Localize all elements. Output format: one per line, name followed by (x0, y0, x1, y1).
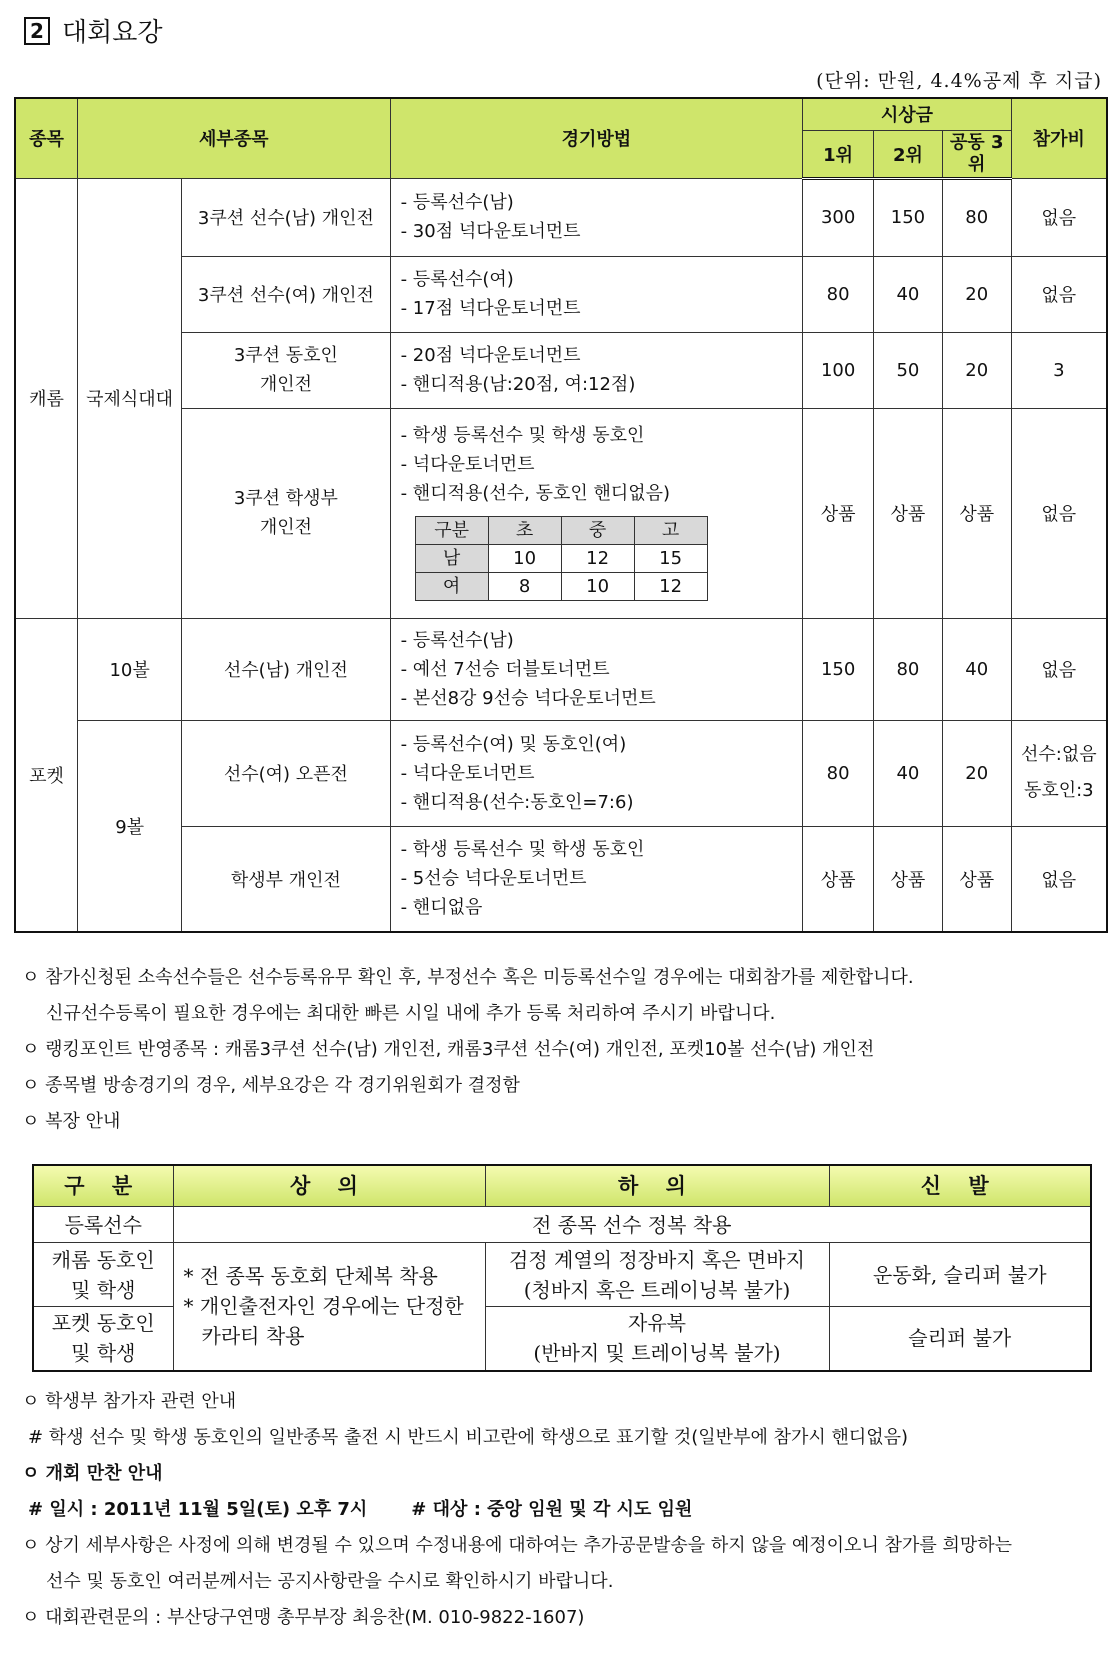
fee: 선수:없음 동호인:3 (1011, 720, 1107, 826)
header-second: 2위 (874, 130, 943, 178)
prize-1: 80 (803, 256, 874, 332)
unit-note: (단위: 만원, 4.4%공제 후 지급) (816, 70, 1102, 92)
notes-block-2 (22, 1384, 1012, 1636)
method-cell: - 학생 등록선수 및 학생 동호인 - 넉다운토너먼트 - 핸디적용(선수, 동호인 핸디없음) 구분 초 중 고 남 10 12 15 여 8 10 12 (390, 408, 803, 618)
prize-2: 40 (874, 256, 943, 332)
method-cell: - 등록선수(여) 및 동호인(여) - 넉다운토너먼트 - 핸디적용(선수:동호인=7:6) (390, 720, 803, 826)
sub-event-name: 3쿠션 학생부 개인전 (182, 408, 390, 618)
prize-1: 150 (803, 618, 874, 720)
method-cell: - 등록선수(여) - 17점 넉다운토너먼트 (390, 256, 803, 332)
dress-code-table (32, 1164, 1092, 1372)
prize-3: 20 (942, 332, 1011, 408)
fee: 없음 (1011, 826, 1107, 932)
note-line: ㅇ 랭킹포인트 반영종목 : 캐롬3쿠션 선수(남) 개인전, 캐롬3쿠션 선수(여) 개인전, 포켓10볼 선수(남) 개인전 (22, 1039, 875, 1060)
prize-2: 상품 (874, 408, 943, 618)
note-line: ㅇ 참가신청된 소속선수들은 선수등록유무 확인 후, 부정선수 혹은 미등록선수일 경우에는 대회참가를 제한합니다. (22, 967, 914, 988)
header-method: 경기방법 (390, 98, 803, 178)
sub-group-carom: 국제식대대 (78, 178, 182, 618)
sub-event-name: 3쿠션 선수(여) 개인전 (182, 256, 390, 332)
note-line: # 일시 : 2011년 11월 5일(토) 오후 7시 # 대상 : 중앙 임원 및 각 시도 임원 (28, 1499, 693, 1520)
prize-2: 50 (874, 332, 943, 408)
dress-header-bottom: 하 의 (485, 1165, 829, 1207)
sub-event-name: 선수(남) 개인전 (182, 618, 390, 720)
fee: 3 (1011, 332, 1107, 408)
method-cell: - 등록선수(남) - 예선 7선승 더블토너먼트 - 본선8강 9선승 넉다운토너먼트 (390, 618, 803, 720)
prize-1: 300 (803, 178, 874, 256)
event-pocket: 포켓 (15, 618, 78, 932)
sub-event-name: 선수(여) 오픈전 (182, 720, 390, 826)
dress-registered-rule: 전 종목 선수 정복 착용 (173, 1207, 1091, 1243)
prize-1: 100 (803, 332, 874, 408)
note-line: 선수 및 동호인 여러분께서는 공지사항란을 수시로 확인하시기 바랍니다. (46, 1571, 614, 1592)
header-third: 공동 3위 (942, 130, 1011, 178)
dress-registered-label: 등록선수 (33, 1207, 173, 1243)
note-line: ㅇ 학생부 참가자 관련 안내 (22, 1391, 237, 1412)
notes-block-1 (22, 960, 914, 1140)
method-cell: - 학생 등록선수 및 학생 동호인 - 5선승 넉다운토너먼트 - 핸디없음 (390, 826, 803, 932)
header-sub-event: 세부종목 (78, 98, 391, 178)
dress-carom-label: 캐롬 동호인 및 학생 (33, 1243, 173, 1307)
header-event: 종목 (15, 98, 78, 178)
dress-header-category: 구 분 (33, 1165, 173, 1207)
prize-2: 150 (874, 178, 943, 256)
prize-table (14, 97, 1108, 933)
prize-3: 40 (942, 618, 1011, 720)
dress-carom-shoes: 운동화, 슬리퍼 불가 (829, 1243, 1091, 1307)
dress-carom-bottom: 검정 계열의 정장바지 혹은 면바지 (청바지 혹은 트레이닝복 불가) (485, 1243, 829, 1307)
prize-1: 상품 (803, 408, 874, 618)
fee: 없음 (1011, 618, 1107, 720)
table-row (15, 618, 1107, 720)
note-line: ㅇ 종목별 방송경기의 경우, 세부요강은 각 경기위원회가 결정함 (22, 1075, 520, 1096)
dress-header-top: 상 의 (173, 1165, 485, 1207)
note-line: ㅇ 대회관련문의 : 부산당구연맹 총무부장 최응찬(M. 010-9822-1607) (22, 1607, 585, 1628)
table-row (15, 720, 1107, 826)
sub-event-name: 학생부 개인전 (182, 826, 390, 932)
note-line: 신규선수등록이 필요한 경우에는 최대한 빠른 시일 내에 추가 등록 처리하여 주시기 바랍니다. (46, 1003, 776, 1024)
fee: 없음 (1011, 408, 1107, 618)
sub-group-10ball: 10볼 (78, 618, 182, 720)
prize-2: 상품 (874, 826, 943, 932)
sub-group-9ball: 9볼 (78, 720, 182, 932)
note-line: # 학생 선수 및 학생 동호인의 일반종목 출전 시 반드시 비고란에 학생으로 표기할 것(일반부에 참가시 핸디없음) (28, 1427, 909, 1448)
prize-2: 40 (874, 720, 943, 826)
section-title (24, 12, 162, 49)
dress-pocket-shoes: 슬리퍼 불가 (829, 1307, 1091, 1371)
note-line: ㅇ 복장 안내 (22, 1111, 121, 1132)
sub-event-name: 3쿠션 선수(남) 개인전 (182, 178, 390, 256)
prize-3: 상품 (942, 408, 1011, 618)
dress-pocket-bottom: 자유복 (반바지 및 트레이닝복 불가) (485, 1307, 829, 1371)
header-fee: 참가비 (1011, 98, 1107, 178)
prize-3: 20 (942, 256, 1011, 332)
header-prize: 시상금 (803, 98, 1011, 130)
prize-1: 80 (803, 720, 874, 826)
prize-1: 상품 (803, 826, 874, 932)
fee: 없음 (1011, 256, 1107, 332)
note-line: ㅇ 개회 만찬 안내 (22, 1463, 163, 1484)
prize-3: 20 (942, 720, 1011, 826)
dress-top-rule: * 전 종목 동호회 단체복 착용 * 개인출전자인 경우에는 단정한 카라티 착용 (173, 1243, 485, 1371)
prize-2: 80 (874, 618, 943, 720)
section-title-text: 대회요강 (62, 18, 163, 48)
sub-event-name: 3쿠션 동호인 개인전 (182, 332, 390, 408)
header-first: 1위 (803, 130, 874, 178)
table-row (15, 178, 1107, 256)
dress-header-shoes: 신 발 (829, 1165, 1091, 1207)
event-carom: 캐롬 (15, 178, 78, 618)
section-number: 2 (24, 17, 50, 45)
prize-3: 상품 (942, 826, 1011, 932)
dress-pocket-label: 포켓 동호인 및 학생 (33, 1307, 173, 1371)
prize-3: 80 (942, 178, 1011, 256)
handicap-table: 구분 초 중 고 남 10 12 15 여 8 10 12 (415, 516, 708, 601)
method-cell: - 등록선수(남) - 30점 넉다운토너먼트 (390, 178, 803, 256)
note-line: ㅇ 상기 세부사항은 사정에 의해 변경될 수 있으며 수정내용에 대하여는 추가공문발송을 하지 않을 예정이오니 참가를 희망하는 (22, 1535, 1012, 1556)
fee: 없음 (1011, 178, 1107, 256)
method-cell: - 20점 넉다운토너먼트 - 핸디적용(남:20점, 여:12점) (390, 332, 803, 408)
